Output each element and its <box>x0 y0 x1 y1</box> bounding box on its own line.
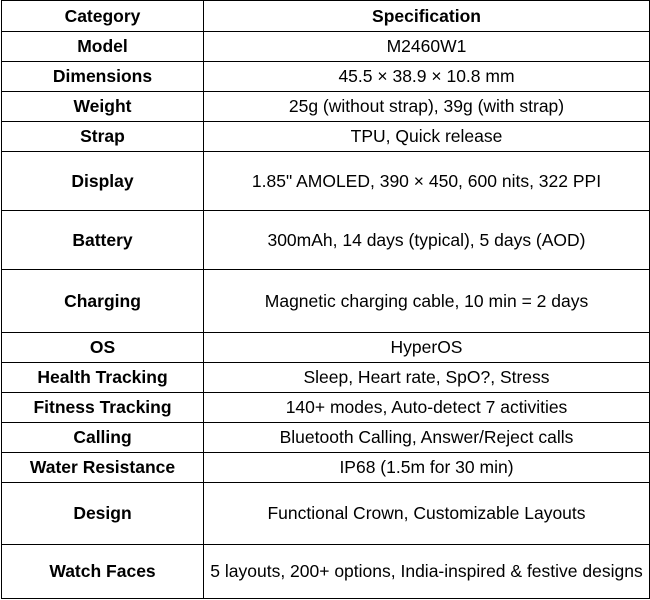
row-category: Display <box>2 152 204 211</box>
table-row <box>2 62 650 92</box>
row-category: Charging <box>2 270 204 333</box>
header-specification: Specification <box>204 1 650 32</box>
row-category: Water Resistance <box>2 453 204 483</box>
row-specification: HyperOS <box>204 333 650 363</box>
row-category: Dimensions <box>2 62 204 92</box>
row-category: Calling <box>2 423 204 453</box>
row-specification: IP68 (1.5m for 30 min) <box>204 453 650 483</box>
table-row <box>2 211 650 270</box>
table-row <box>2 92 650 122</box>
table-row <box>2 453 650 483</box>
row-category: OS <box>2 333 204 363</box>
row-specification: 5 layouts, 200+ options, India-inspired & festive designs <box>204 545 650 599</box>
table-row <box>2 270 650 333</box>
table-row <box>2 393 650 423</box>
row-specification: 1.85" AMOLED, 390 × 450, 600 nits, 322 PPI <box>204 152 650 211</box>
table-header-row <box>2 1 650 32</box>
row-specification: Bluetooth Calling, Answer/Reject calls <box>204 423 650 453</box>
table-row <box>2 122 650 152</box>
row-category: Fitness Tracking <box>2 393 204 423</box>
row-specification: 140+ modes, Auto-detect 7 activities <box>204 393 650 423</box>
row-specification: 45.5 × 38.9 × 10.8 mm <box>204 62 650 92</box>
row-specification: 25g (without strap), 39g (with strap) <box>204 92 650 122</box>
row-category: Model <box>2 32 204 62</box>
table-row <box>2 333 650 363</box>
table-row <box>2 423 650 453</box>
table-row <box>2 483 650 545</box>
row-specification: M2460W1 <box>204 32 650 62</box>
row-specification: Magnetic charging cable, 10 min = 2 days <box>204 270 650 333</box>
table-row <box>2 545 650 599</box>
row-category: Weight <box>2 92 204 122</box>
table-row <box>2 363 650 393</box>
row-category: Strap <box>2 122 204 152</box>
row-category: Design <box>2 483 204 545</box>
table-row <box>2 32 650 62</box>
table-row <box>2 152 650 211</box>
row-specification: Functional Crown, Customizable Layouts <box>204 483 650 545</box>
spec-table <box>1 0 650 599</box>
header-category: Category <box>2 1 204 32</box>
row-category: Battery <box>2 211 204 270</box>
row-specification: Sleep, Heart rate, SpO?, Stress <box>204 363 650 393</box>
row-category: Health Tracking <box>2 363 204 393</box>
row-specification: TPU, Quick release <box>204 122 650 152</box>
row-category: Watch Faces <box>2 545 204 599</box>
row-specification: 300mAh, 14 days (typical), 5 days (AOD) <box>204 211 650 270</box>
